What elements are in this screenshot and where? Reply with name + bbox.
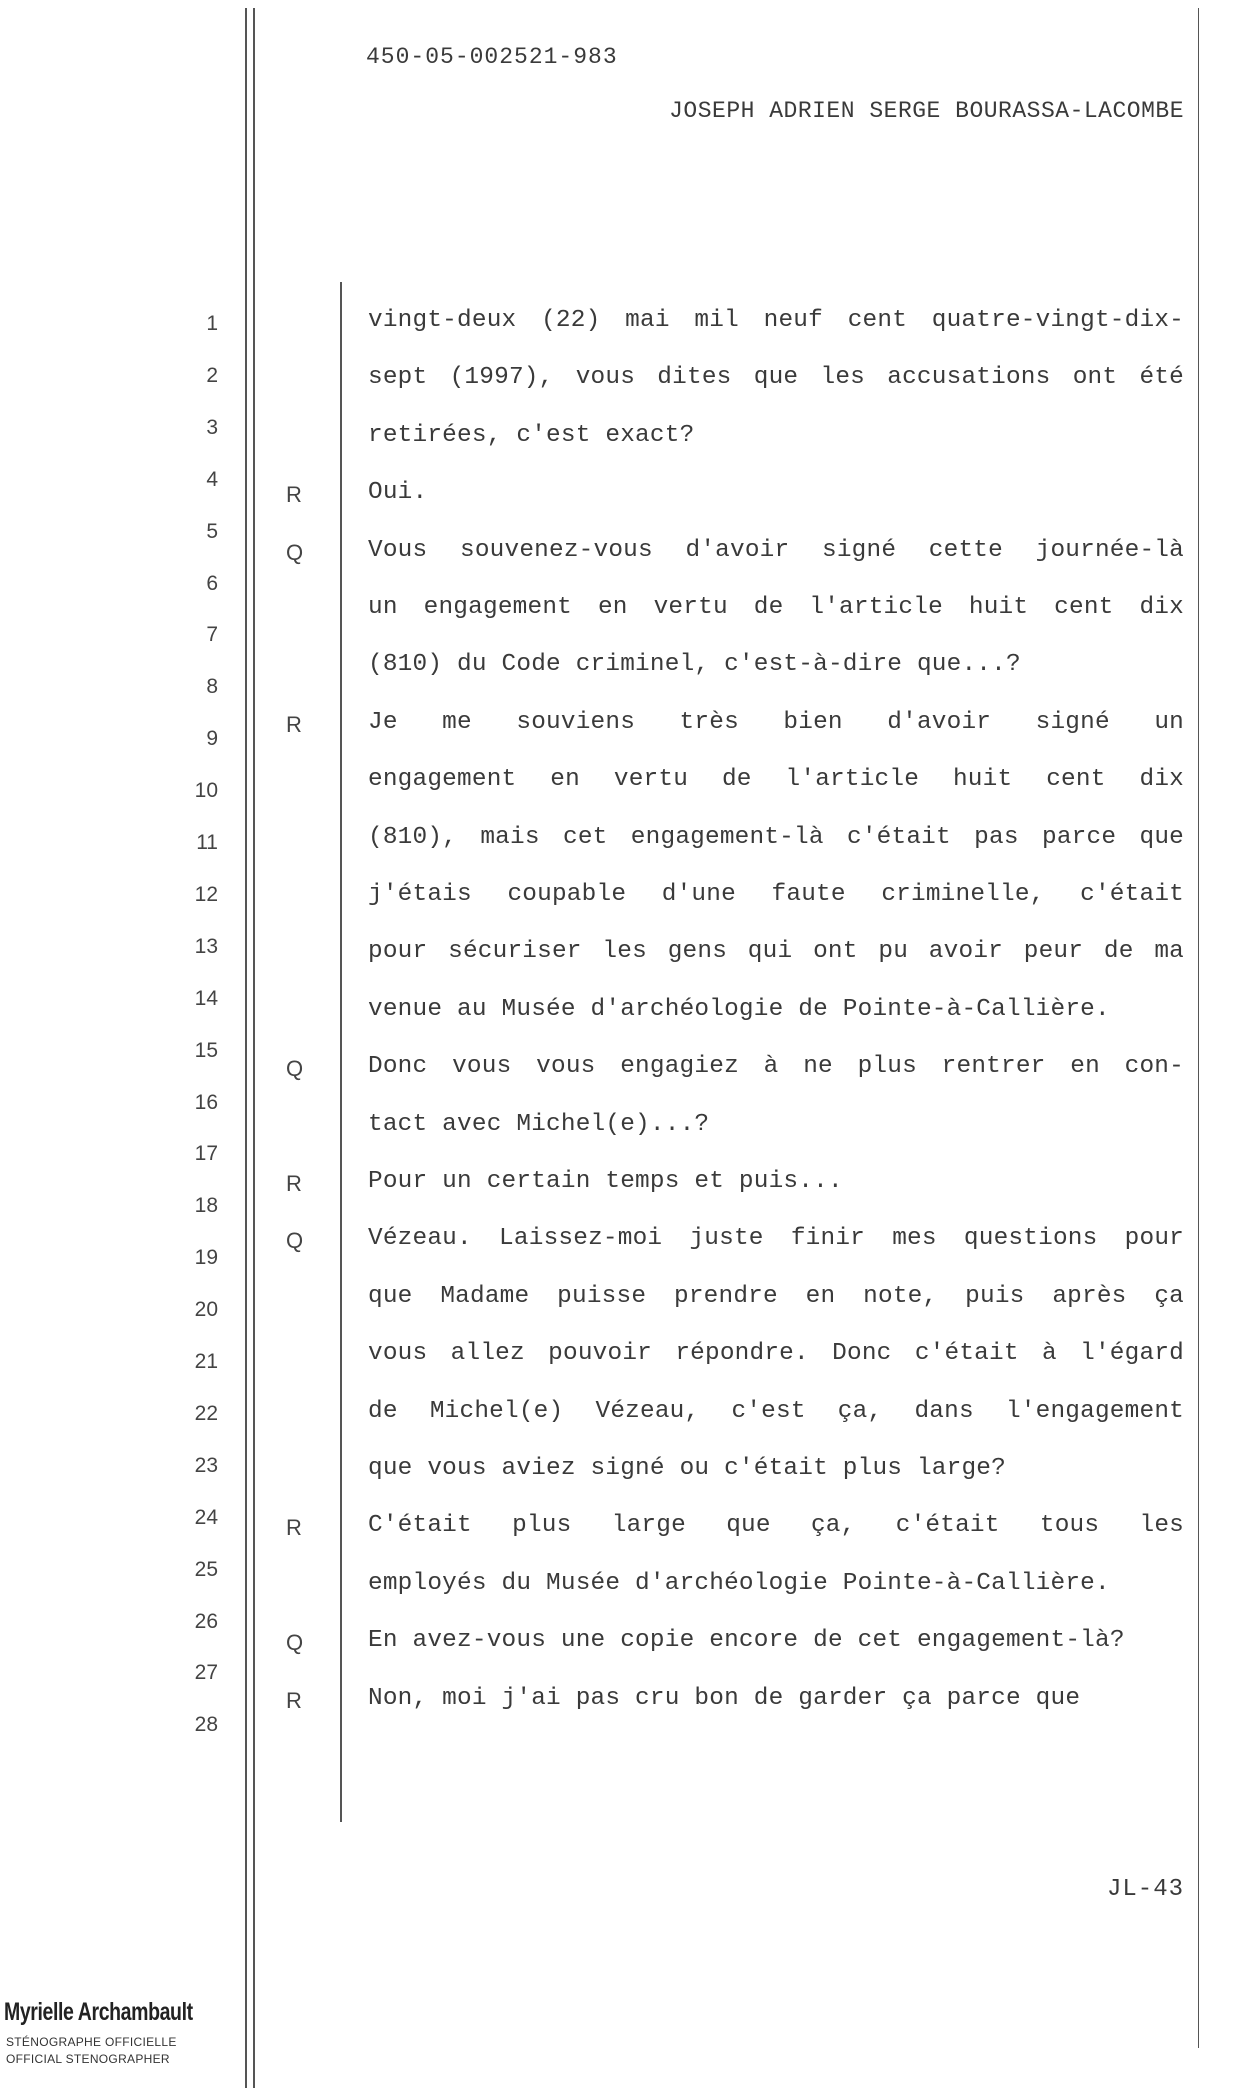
line-number: 3 <box>206 415 218 439</box>
line-number: 19 <box>194 1246 218 1270</box>
line-number: 26 <box>194 1609 218 1633</box>
speaker-label: R <box>286 482 302 508</box>
speaker-label: R <box>286 1687 302 1713</box>
transcript-line: vous allez pouvoir répondre. Donc c'était à l'égard <box>368 1340 1184 1368</box>
transcript-line: de Michel(e) Vézeau, c'est ça, dans l'engagement <box>368 1397 1184 1425</box>
line-number: 12 <box>194 882 218 906</box>
line-number: 7 <box>206 623 218 647</box>
line-number: 18 <box>194 1194 218 1218</box>
line-number: 6 <box>206 571 218 595</box>
transcript-line: Non, moi j'ai pas cru bon de garder ça parce que <box>368 1684 1081 1712</box>
speaker-label: Q <box>286 1056 304 1082</box>
transcript-line: tact avec Michel(e)...? <box>368 1110 710 1138</box>
line-number: 17 <box>194 1142 218 1166</box>
stamp-name: Myrielle Archambault <box>4 1998 193 2026</box>
case-number: 450-05-002521-983 <box>366 44 618 70</box>
transcript-line: Donc vous vous engagiez à ne plus rentrer en con- <box>368 1053 1184 1081</box>
line-number: 27 <box>194 1661 218 1685</box>
transcript-line: j'étais coupable d'une faute criminelle, c'était <box>368 881 1184 908</box>
line-number: 10 <box>194 779 218 803</box>
transcript-line: un engagement en vertu de l'article huit cent dix <box>368 594 1184 621</box>
transcript-line: que Madame puisse prendre en note, puis après ça <box>368 1282 1184 1310</box>
right-margin-rule <box>1198 8 1199 2048</box>
transcript-line: En avez-vous une copie encore de cet engagement-là? <box>368 1627 1125 1655</box>
line-number: 25 <box>194 1557 218 1581</box>
transcript-line: que vous aviez signé ou c'était plus large? <box>368 1455 1006 1482</box>
transcript-line: venue au Musée d'archéologie de Pointe-à-Callière. <box>368 995 1110 1023</box>
speaker-label: R <box>286 1171 302 1196</box>
line-number: 20 <box>194 1298 218 1322</box>
line-number: 13 <box>194 934 218 958</box>
transcript-line: vingt-deux (22) mai mil neuf cent quatre-vingt-dix- <box>368 307 1184 334</box>
transcript-line: pour sécuriser les gens qui ont pu avoir peur de ma <box>368 938 1184 966</box>
text-margin-rule <box>340 282 342 1822</box>
transcript-line: C'était plus large que ça, c'était tous les <box>368 1512 1184 1540</box>
line-number: 2 <box>206 363 218 387</box>
witness-name: JOSEPH ADRIEN SERGE BOURASSA-LACOMBE <box>669 98 1184 124</box>
transcript-line: Pour un certain temps et puis... <box>368 1168 843 1195</box>
transcript-line: (810) du Code criminel, c'est-à-dire que...? <box>368 651 1021 679</box>
line-number: 28 <box>194 1713 218 1737</box>
transcript-line: sept (1997), vous dites que les accusations ont été <box>368 364 1184 392</box>
line-number: 8 <box>206 675 218 699</box>
line-number: 5 <box>206 519 218 543</box>
line-number: 14 <box>194 986 218 1010</box>
line-number: 23 <box>194 1453 218 1477</box>
transcript-line: Oui. <box>368 479 428 507</box>
line-number: 9 <box>206 727 218 751</box>
speaker-label: Q <box>286 1228 304 1254</box>
transcript-line: engagement en vertu de l'article huit cent dix <box>368 766 1184 794</box>
page-id: JL-43 <box>1106 1876 1184 1903</box>
line-number: 15 <box>194 1038 218 1062</box>
line-number: 11 <box>196 831 218 854</box>
transcript-line: Je me souviens très bien d'avoir signé un <box>368 708 1184 736</box>
line-number: 4 <box>206 467 218 491</box>
transcript-line: employés du Musée d'archéologie Pointe-à-Callière. <box>368 1569 1110 1597</box>
left-margin-rule-outer <box>245 8 247 2088</box>
line-number: 21 <box>194 1350 218 1373</box>
line-number: 24 <box>194 1505 218 1529</box>
left-margin-rule-inner <box>253 8 255 2088</box>
transcript-line: Vézeau. Laissez-moi juste finir mes questions pour <box>368 1225 1184 1253</box>
stamp-title-fr: STÉNOGRAPHE OFFICIELLE <box>6 2035 177 2049</box>
speaker-label: R <box>286 1515 302 1541</box>
transcript-line: Vous souvenez-vous d'avoir signé cette journée-là <box>368 536 1184 564</box>
speaker-label: Q <box>286 1630 304 1656</box>
line-number: 16 <box>194 1090 218 1114</box>
speaker-label: Q <box>286 539 304 565</box>
transcript-line: (810), mais cet engagement-là c'était pas parce que <box>368 823 1184 851</box>
line-number: 1 <box>206 312 218 335</box>
stamp-title-en: OFFICIAL STENOGRAPHER <box>6 2052 170 2066</box>
speaker-label: R <box>286 711 302 737</box>
line-number: 22 <box>194 1401 218 1425</box>
transcript-line: retirées, c'est exact? <box>368 421 695 449</box>
